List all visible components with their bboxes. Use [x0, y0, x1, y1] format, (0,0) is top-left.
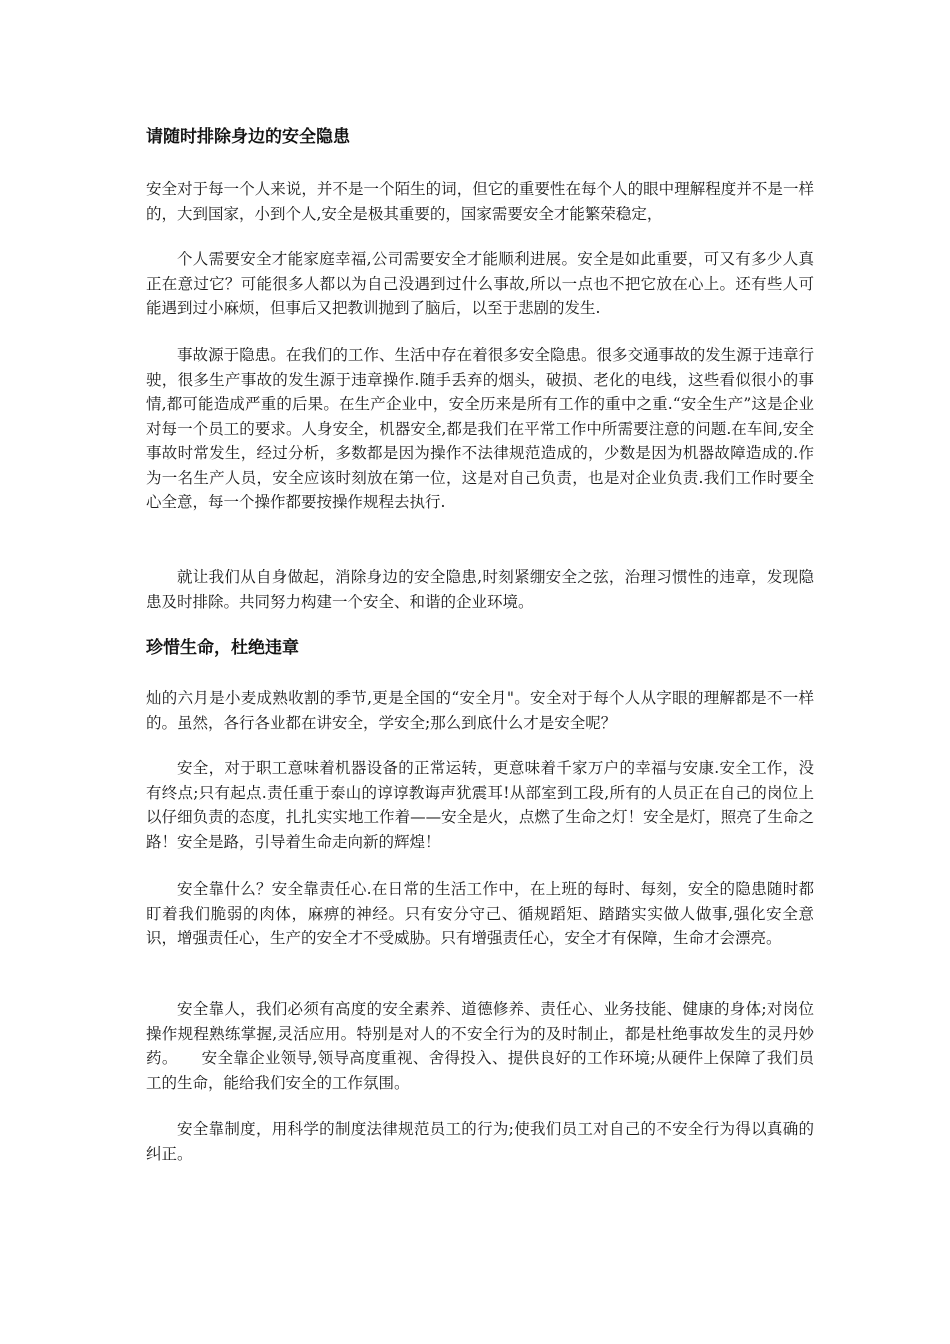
paragraph: 安全靠制度，用科学的制度法律规范员工的行为;使我们员工对自己的不安全行为得以真确的纠正。	[146, 1120, 814, 1163]
paragraph: 事故源于隐患。在我们的工作、生活中存在着很多安全隐患。很多交通事故的发生源于违章行驶，很多生产事故的发生源于违章操作.随手丢弃的烟头，破损、老化的电线，这些看似很小的事情,都可能造成严重的后果。在生产企业中，安全历来是所有工作的重中之重.“安全生产”这是企业对每一个员工的要求。人身安全，机器安全,都是我们在平常工作中所需要注意的问题.在车间,安全事故时常发生，经过分析，多数都是因为操作不法律规范造成的，少数是因为机器故障造成的.作为一名生产人员，安全应该时刻放在第一位，这是对自己负责，也是对企业负责.我们工作时要全心全意，每一个操作都要按操作规程去执行.	[146, 346, 814, 511]
section-title-safety-hazards: 请随时排除身边的安全隐患	[146, 127, 350, 147]
paragraph: 灿的六月是小麦成熟收割的季节,更是全国的“安全月"。安全对于每个人从字眼的理解都是不一样的。虽然，各行各业都在讲安全，学安全;那么到底什么才是安全呢？	[146, 689, 814, 732]
paragraph: 个人需要安全才能家庭幸福,公司需要安全才能顺利进展。安全是如此重要，可又有多少人真正在意过它？可能很多人都以为自己没遇到过什么事故,所以一点也不把它放在心上。还有些人可能遇到过小麻烦，但事后又把教训抛到了脑后，以至于悲剧的发生.	[146, 250, 814, 317]
paragraph: 安全靠什么？安全靠责任心.在日常的生活工作中，在上班的每时、每刻，安全的隐患随时都盯着我们脆弱的肉体，麻痹的神经。只有安分守己、循规蹈矩、踏踏实实做人做事,强化安全意识，增强责任心，生产的安全才不受威胁。只有增强责任心，安全才有保障，生命才会漂亮。	[146, 880, 814, 947]
paragraph: 安全对于每一个人来说，并不是一个陌生的词，但它的重要性在每个人的眼中理解程度并不是一样的，大到国家，小到个人,安全是极其重要的，国家需要安全才能繁荣稳定，	[146, 180, 814, 223]
paragraph: 安全靠人，我们必须有高度的安全素养、道德修养、责任心、业务技能、健康的身体;对岗位操作规程熟练掌握,灵活应用。特别是对人的不安全行为的及时制止，都是杜绝事故发生的灵丹妙药。 安全靠企业领导,领导高度重视、舍得投入、提供良好的工作环境;从硬件上保障了我们员工的生命，能给我们安全的工作氛围。	[146, 1000, 814, 1092]
paragraph: 就让我们从自身做起，消除身边的安全隐患,时刻紧绷安全之弦，治理习惯性的违章，发现隐患及时排除。共同努力构建一个安全、和谐的企业环境。	[146, 568, 814, 611]
paragraph: 安全，对于职工意味着机器设备的正常运转，更意味着千家万户的幸福与安康.安全工作，没有终点;只有起点.责任重于泰山的谆谆教诲声犹震耳!从部室到工段,所有的人员正在自己的岗位上以仔细负责的态度，扎扎实实地工作着——安全是火，点燃了生命之灯！安全是灯，照亮了生命之路！安全是路，引导着生命走向新的辉煌！	[146, 759, 814, 851]
section-title-cherish-life: 珍惜生命，杜绝违章	[146, 638, 299, 658]
